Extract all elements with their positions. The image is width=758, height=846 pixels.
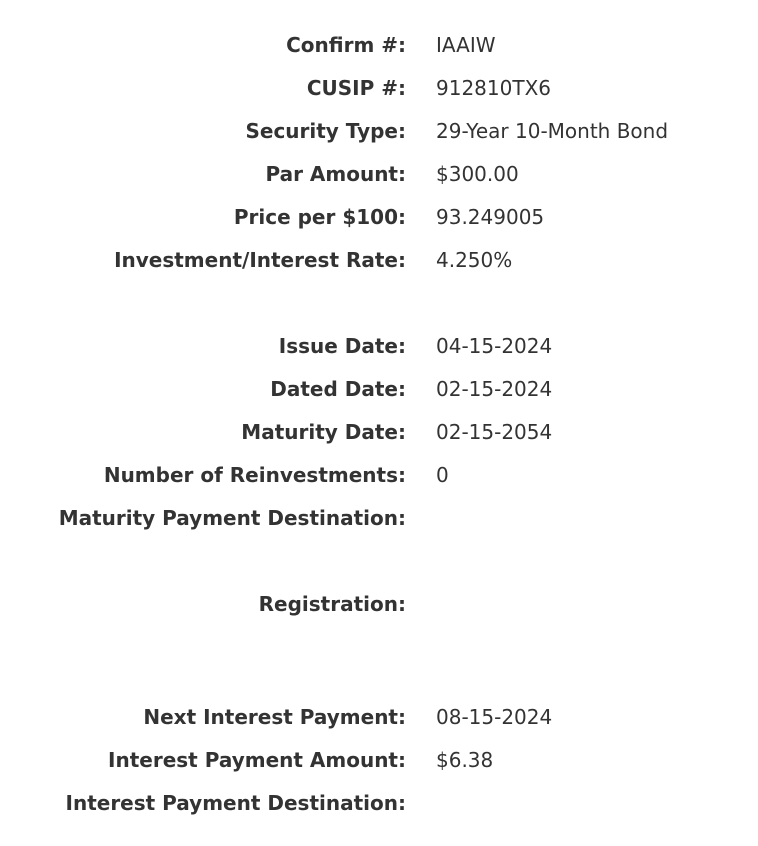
par-amount-row (0, 159, 758, 189)
issue-date-row (0, 331, 758, 361)
maturity-payment-destination-row (0, 503, 758, 533)
maturity-date-label: Maturity Date: (241, 420, 406, 444)
interest-payment-amount-row (0, 745, 758, 775)
cusip-row (0, 73, 758, 103)
confirm-number-row (0, 30, 758, 60)
security-type-label: Security Type: (245, 119, 406, 143)
security-type-value: 29-Year 10-Month Bond (436, 119, 669, 143)
interest-payment-destination-label: Interest Payment Destination: (65, 791, 406, 815)
registration-label: Registration: (258, 592, 406, 616)
dated-date-value: 02-15-2024 (436, 377, 553, 401)
maturity-date-value: 02-15-2054 (436, 420, 553, 444)
cusip-label: CUSIP #: (306, 76, 406, 100)
reinvestments-label: Number of Reinvestments: (103, 463, 406, 487)
next-interest-payment-label: Next Interest Payment: (143, 705, 406, 729)
next-interest-payment-value: 08-15-2024 (436, 705, 553, 729)
registration-row (0, 589, 758, 619)
interest-rate-label: Investment/Interest Rate: (114, 248, 406, 272)
price-per-100-row (0, 202, 758, 232)
par-amount-value: $300.00 (436, 162, 519, 186)
price-per-100-label: Price per $100: (233, 205, 406, 229)
interest-payment-destination-row (0, 788, 758, 818)
maturity-date-row (0, 417, 758, 447)
reinvestments-row (0, 460, 758, 490)
par-amount-label: Par Amount: (265, 162, 406, 186)
security-type-row (0, 116, 758, 146)
confirm-number-label: Confirm #: (286, 33, 406, 57)
price-per-100-value: 93.249005 (436, 205, 545, 229)
interest-payment-amount-value: $6.38 (436, 748, 494, 772)
reinvestments-value: 0 (436, 463, 449, 487)
dated-date-row (0, 374, 758, 404)
interest-rate-row (0, 245, 758, 275)
interest-rate-value: 4.250% (436, 248, 513, 272)
confirm-number-value: IAAIW (436, 33, 496, 57)
dated-date-label: Dated Date: (270, 377, 406, 401)
interest-payment-amount-label: Interest Payment Amount: (108, 748, 406, 772)
issue-date-label: Issue Date: (278, 334, 406, 358)
issue-date-value: 04-15-2024 (436, 334, 553, 358)
cusip-value: 912810TX6 (436, 76, 551, 100)
maturity-payment-destination-label: Maturity Payment Destination: (58, 506, 406, 530)
next-interest-payment-row (0, 702, 758, 732)
